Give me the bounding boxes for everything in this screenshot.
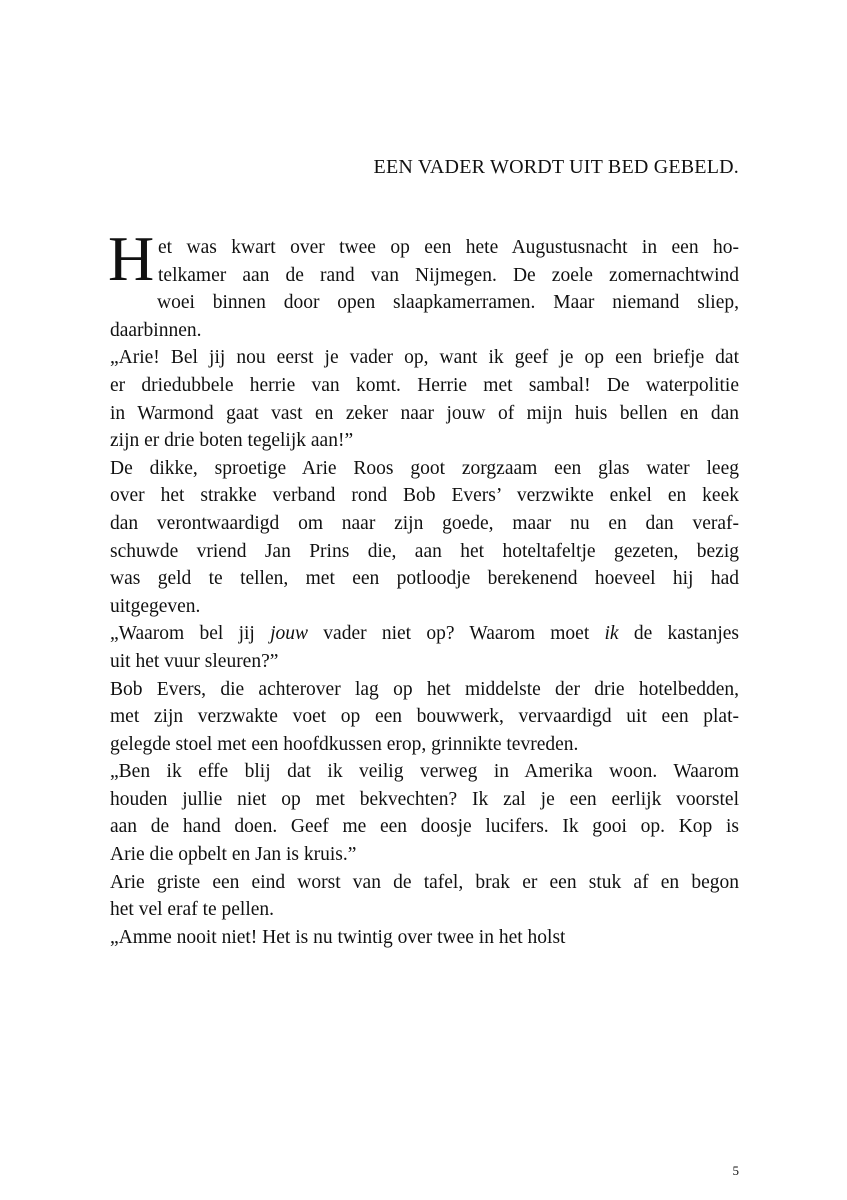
text-line: gelegde stoel met een hoofdkussen erop, grinnikte tevreden. — [110, 733, 579, 755]
text-line: Bob Evers, die achterover lag op het middelste der drie hotelbedden, — [110, 678, 739, 700]
chapter-title: EEN VADER WORDT UIT BED GEBELD. — [373, 156, 739, 178]
body-text — [108, 223, 740, 951]
text-line: woei binnen door open slaapkamerramen. Maar niemand sliep, — [157, 292, 739, 314]
text-line: et was kwart over twee op een hete Augustusnacht in een ho- — [158, 237, 739, 258]
page-number: 5 — [732, 1163, 739, 1178]
text-segment: de kastanjes — [618, 623, 740, 645]
drop-cap: H — [108, 223, 155, 294]
text-line: er driedubbele herrie van komt. Herrie met sambal! De waterpolitie — [110, 374, 739, 396]
emphasis: ik — [604, 623, 619, 645]
text-line: Arie griste een eind worst van de tafel, brak er een stuk af en begon — [110, 871, 739, 893]
text-line: daarbinnen. — [110, 319, 202, 341]
text-line: telkamer aan de rand van Nijmegen. De zoele zomernachtwind — [158, 264, 739, 286]
text-line: „Amme nooit niet! Het is nu twintig over twee in het holst — [110, 926, 566, 948]
text-line: over het strakke verband rond Bob Evers’ verzwikte enkel en keek — [110, 485, 739, 507]
emphasis: jouw — [270, 623, 309, 645]
text-line: houden jullie niet op met bekvechten? Ik zal je een eerlijk voorstel — [110, 788, 739, 810]
text-segment: vader niet op? Waarom moet — [308, 623, 605, 645]
text-line — [110, 620, 739, 648]
text-line: was geld te tellen, met een potloodje berekenend hoeveel hij had — [110, 568, 739, 590]
text-line: aan de hand doen. Geef me een doosje lucifers. Ik gooi op. Kop is — [110, 816, 739, 838]
text-line: zijn er drie boten tegelijk aan!” — [110, 430, 354, 452]
text-line: dan verontwaardigd om naar zijn goede, maar nu en dan veraf- — [110, 512, 739, 534]
text-line: met zijn verzwakte voet op een bouwwerk, vervaardigd uit een plat- — [110, 706, 739, 728]
text-line: „Arie! Bel jij nou eerst je vader op, want ik geef je op een briefje dat — [110, 347, 739, 369]
text-line: uit het vuur sleuren?” — [110, 650, 279, 672]
text-segment: „Waarom bel jij — [110, 623, 271, 645]
text-line: schuwde vriend Jan Prins die, aan het hoteltafeltje gezeten, bezig — [110, 540, 739, 562]
text-line: uitgegeven. — [110, 595, 201, 617]
text-line: het vel eraf te pellen. — [110, 899, 275, 921]
text-line: De dikke, sproetige Arie Roos goot zorgzaam een glas water leeg — [110, 457, 739, 479]
text-line: Arie die opbelt en Jan is kruis.” — [110, 844, 357, 866]
text-line: „Ben ik effe blij dat ik veilig verweg in Amerika woon. Waarom — [110, 761, 739, 783]
text-line: in Warmond gaat vast en zeker naar jouw of mijn huis bellen en dan — [110, 402, 739, 424]
